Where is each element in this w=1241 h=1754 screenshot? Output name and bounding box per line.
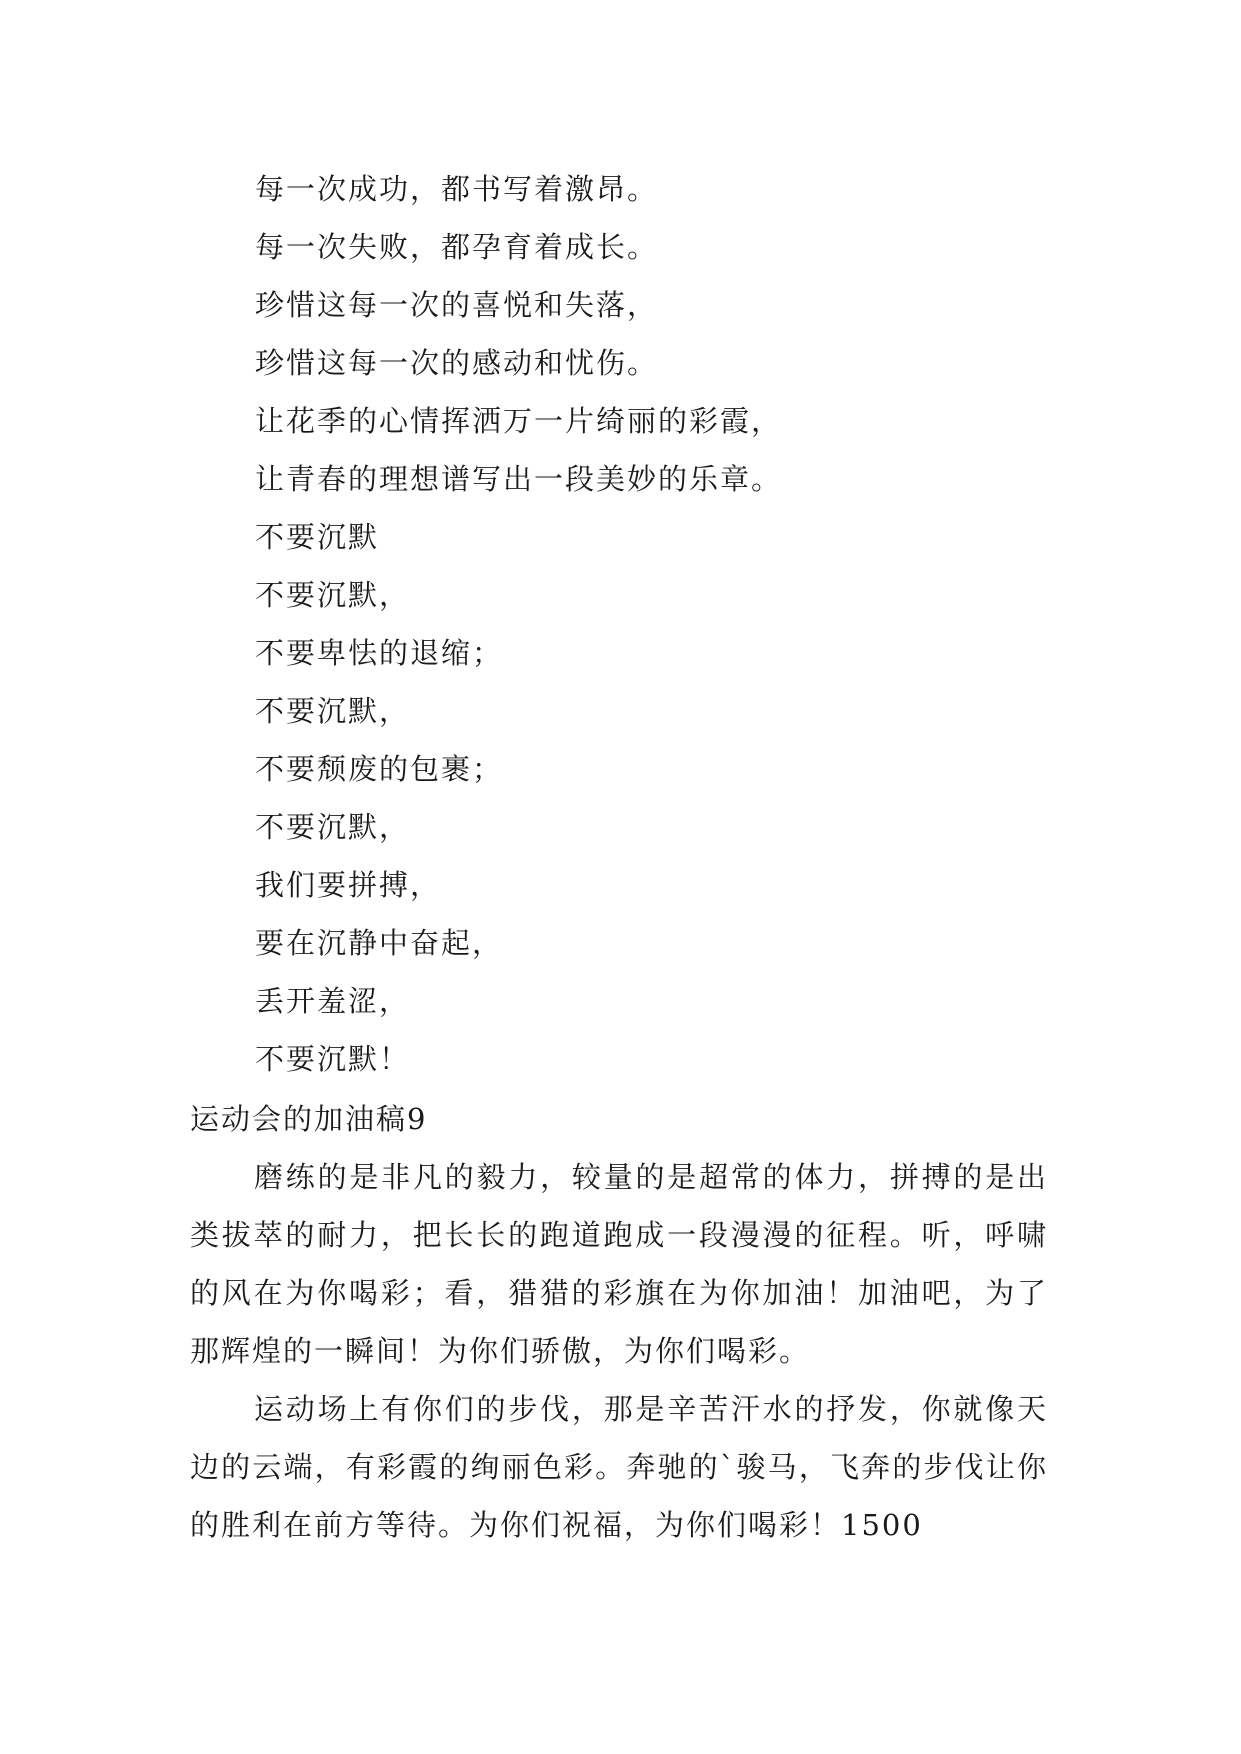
- poem-line: 不要颓废的包裹；: [255, 752, 504, 786]
- poem-line: 每一次成功，都书写着激昂。: [255, 172, 659, 206]
- section-heading: 运动会的加油稿9: [190, 1102, 428, 1136]
- poem-line: 珍惜这每一次的喜悦和失落，: [255, 288, 659, 322]
- poem-line: 不要沉默，: [255, 810, 411, 844]
- poem-line: 不要沉默: [255, 520, 380, 554]
- poem-line: 不要沉默，: [255, 578, 411, 612]
- poem-line: 每一次失败，都孕育着成长。: [255, 230, 659, 264]
- poem-line: 让青春的理想谱写出一段美妙的乐章。: [255, 462, 783, 496]
- body-paragraph: 磨练的是非凡的毅力，较量的是超常的体力，拼搏的是出类拔萃的耐力，把长长的跑道跑成一段漫漫的征程。听，呼啸的风在为你喝彩；看，猎猎的彩旗在为你加油！加油吧，为了那辉煌的一瞬间！为你们骄傲，为你们喝彩。: [190, 1160, 1048, 1368]
- poem-line: 不要沉默！: [255, 1042, 411, 1076]
- poem-line: 珍惜这每一次的感动和忧伤。: [255, 346, 659, 380]
- poem-line: 不要卑怯的退缩；: [255, 636, 504, 670]
- poem-line: 丢开羞涩，: [255, 984, 411, 1018]
- body-paragraph: 运动场上有你们的步伐，那是辛苦汗水的抒发，你就像天边的云端，有彩霞的绚丽色彩。奔驰的`骏马，飞奔的步伐让你的胜利在前方等待。为你们祝福，为你们喝彩！1500: [190, 1392, 1048, 1542]
- poem-line: 要在沉静中奋起，: [255, 926, 504, 960]
- poem: [255, 160, 782, 1088]
- poem-line: 我们要拼搏，: [255, 868, 442, 902]
- poem-line: 不要沉默，: [255, 694, 411, 728]
- poem-line: 让花季的心情挥洒万一片绮丽的彩霞，: [255, 404, 783, 438]
